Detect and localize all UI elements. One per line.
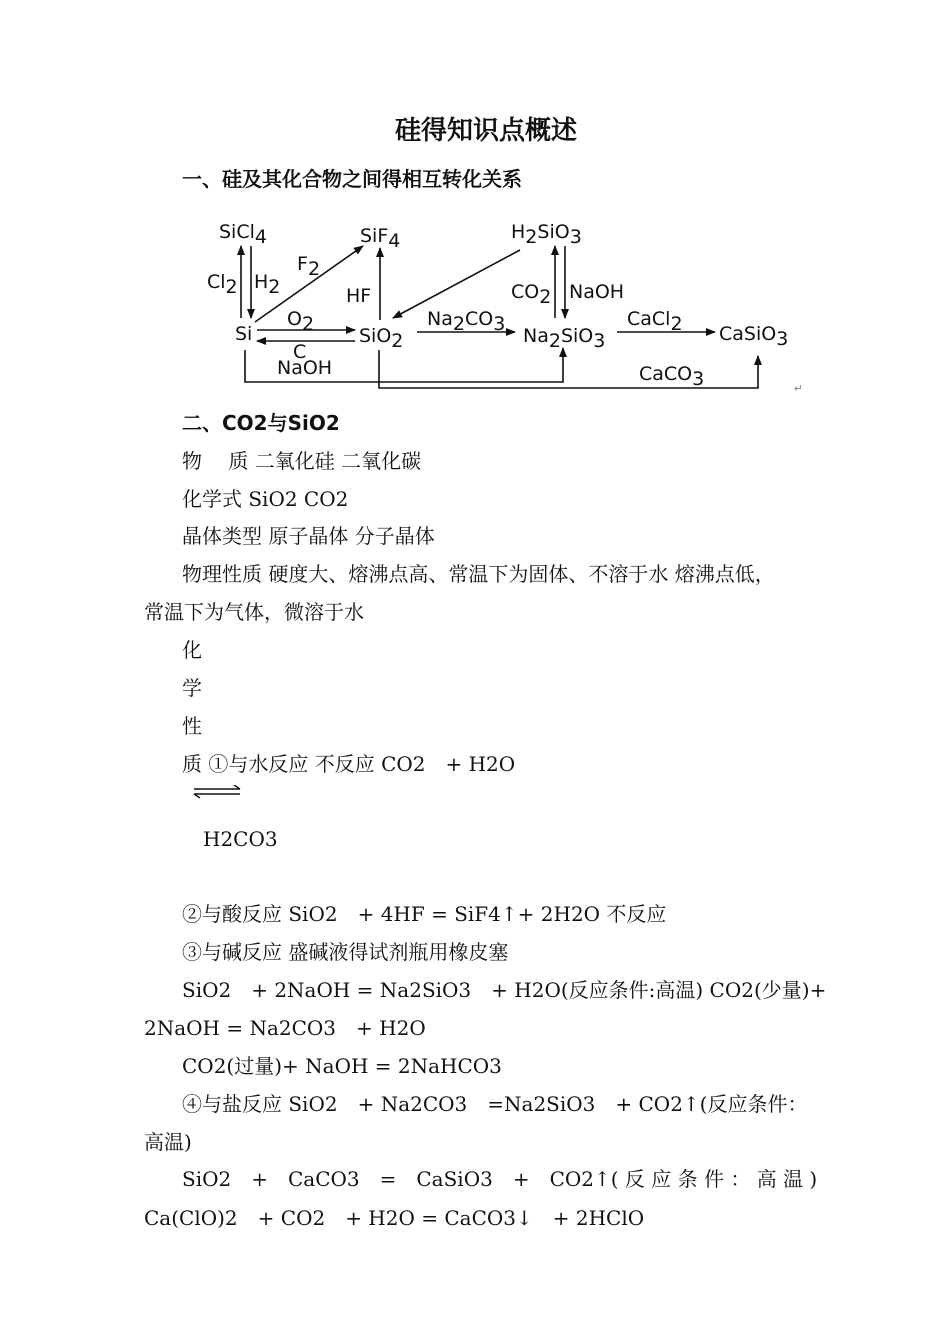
line-caco3-eq: SiO2 + CaCO3 = CaSiO3 + CO2↑( 反 应 条 件 ： 高 温 ) [182, 1167, 818, 1191]
node-sio2: SiO2 [359, 325, 404, 352]
label-naoh-right: NaOH [569, 281, 625, 303]
label-naoh-bottom: NaOH [277, 357, 333, 379]
line-physical-b: 常温下为气体，微溶于水 [144, 600, 364, 624]
line-substance: 物 质 二氧化硅 二氧化碳 [182, 449, 422, 473]
label-caco3: CaCO3 [639, 363, 705, 390]
section-2-heading: 二、CO2与SiO2 [182, 411, 340, 435]
label-hf: HF [346, 285, 372, 307]
return-mark: ↵ [793, 382, 803, 395]
node-casio3: CaSiO3 [719, 323, 789, 350]
node-sif4: SiF4 [360, 225, 401, 252]
label-cacl2: CaCl2 [627, 308, 683, 335]
line-naoh-eq-b: 2NaOH = Na2CO3 + H2O [144, 1016, 426, 1040]
section-1-heading: 一、硅及其化合物之间得相互转化关系 [182, 167, 522, 191]
line-acid-reaction: ②与酸反应 SiO2 + 4HF = SiF4↑+ 2H2O 不反应 [182, 902, 667, 926]
line-crystal-type: 晶体类型 原子晶体 分子晶体 [182, 524, 435, 548]
line-salt-reaction-a: ④与盐反应 SiO2 + Na2CO3 =Na2SiO3 + CO2↑(反应条件： [182, 1092, 808, 1116]
char-xue: 学 [182, 676, 202, 700]
label-f2: F2 [297, 253, 321, 280]
line-formula: 化学式 SiO2 CO2 [182, 487, 349, 511]
node-na2sio3: Na2SiO3 [523, 325, 606, 352]
label-c: C [293, 341, 307, 363]
node-sicl4: SiCl4 [219, 221, 267, 248]
line-physical-a: 物理性质 硬度大、熔沸点高、常温下为固体、不溶于水 熔沸点低， [182, 562, 775, 586]
line-co2-excess: CO2(过量)+ NaOH = 2NaHCO3 [182, 1054, 502, 1078]
label-o2: O2 [287, 308, 315, 335]
arrow-h2sio3-to-sio2 [393, 250, 520, 318]
line-naoh-eq-a: SiO2 + 2NaOH = Na2SiO3 + H2O(反应条件:高温) CO2(少量)+ [182, 978, 827, 1002]
line-base-reaction: ③与碱反应 盛碱液得试剂瓶用橡皮塞 [182, 940, 509, 964]
label-co2: CO2 [511, 281, 552, 308]
node-si: Si [235, 323, 253, 345]
line-water-reaction: 质 ①与水反应 不反应 CO2 + H2O [182, 752, 516, 776]
line-salt-reaction-b: 高温) [144, 1130, 192, 1154]
silicon-conversion-diagram [205, 210, 805, 400]
label-cl2: Cl2 [207, 271, 238, 298]
node-h2sio3: H2SiO3 [511, 221, 582, 248]
label-h2: H2 [254, 271, 281, 298]
line-h2co3: H2CO3 [203, 827, 278, 851]
char-xing: 性 [182, 714, 202, 738]
char-hua: 化 [182, 638, 202, 662]
line-caclo-eq: Ca(ClO)2 + CO2 + H2O = CaCO3↓ + 2HClO [144, 1206, 645, 1230]
reversible-arrow-icon [192, 785, 244, 799]
page-title: 硅得知识点概述 [395, 116, 578, 146]
label-na2co3: Na2CO3 [427, 308, 506, 335]
